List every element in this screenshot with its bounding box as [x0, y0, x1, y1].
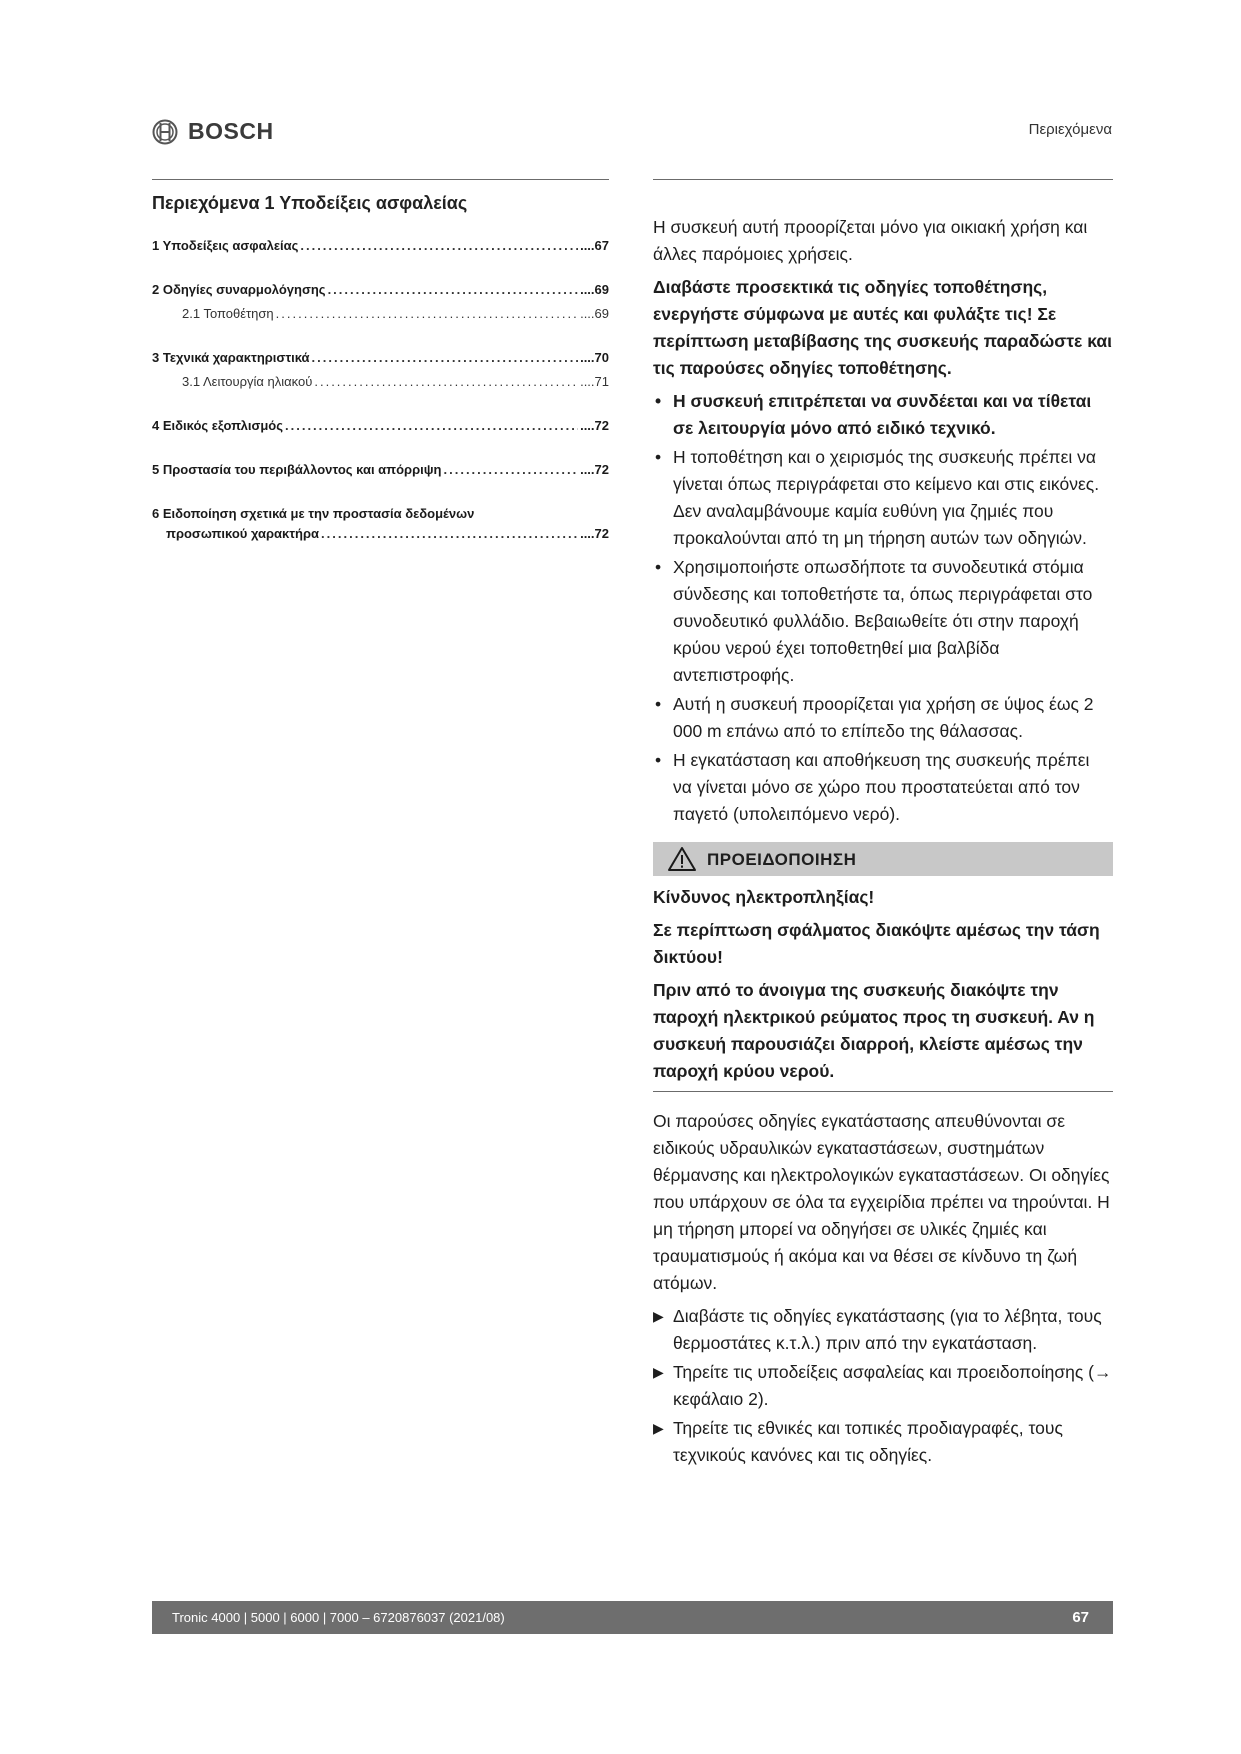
intro-paragraph: Η συσκευή αυτή προορίζεται μόνο για οικιακή χρήση και άλλες παρόμοιες χρήσεις.: [653, 217, 1088, 264]
bullet-item: [653, 554, 1113, 689]
running-header: Περιεχόμενα: [1028, 121, 1112, 138]
toc-title: Περιεχόμενα 1 Υποδείξεις ασφαλείας: [152, 193, 468, 213]
left-top-rule: [152, 179, 609, 180]
bullet-marker: •: [655, 694, 662, 714]
bullet-item: [653, 747, 1113, 828]
toc-entry-page: ....72: [580, 418, 609, 433]
toc-subentry-page: ....69: [580, 306, 609, 321]
toc-entry-label: 3 Τεχνικά χαρακτηριστικά: [152, 350, 310, 365]
toc-subentry[interactable]: [152, 372, 609, 392]
action-item: [653, 1415, 1113, 1469]
bullet-marker: •: [655, 750, 662, 770]
page-number: 67: [1072, 1609, 1089, 1626]
brand-logo: [152, 118, 274, 145]
toc-entry[interactable]: [152, 416, 609, 436]
toc-entry-page: ....67: [580, 238, 609, 253]
toc-entry[interactable]: [152, 504, 609, 544]
toc-entry-label: 1 Υποδείξεις ασφαλείας: [152, 238, 299, 253]
toc-entry-page: ....70: [580, 350, 609, 365]
toc-entry-label: 4 Ειδικός εξοπλισμός: [152, 418, 283, 433]
action-item: [653, 1303, 1113, 1357]
warning-line: Σε περίπτωση σφάλματος διακόψτε αμέσως την τάση δικτύου!: [653, 920, 1100, 967]
action-item: [653, 1359, 1113, 1413]
bullet-marker: •: [655, 391, 662, 411]
page-footer: [152, 1601, 1113, 1634]
bullet-item: [653, 388, 1113, 442]
toc-entry[interactable]: [152, 236, 609, 256]
right-top-rule: [653, 179, 1113, 180]
bullet-text: Αυτή η συσκευή προορίζεται για χρήση σε ύψος έως 2 000 m επάνω από το επίπεδο της θάλασσας.: [673, 694, 1094, 741]
bullet-marker: •: [655, 447, 662, 467]
toc-entry-label-continued: προσωπικού χαρακτήρα: [166, 526, 320, 541]
bullet-item: [653, 691, 1113, 745]
bullet-text: Η εγκατάσταση και αποθήκευση της συσκευής πρέπει να γίνεται μόνο σε χώρο που προστατεύεται από τον παγετό (υπολειπόμενο νερό).: [673, 750, 1090, 824]
toc-entry-label: 5 Προστασία του περιβάλλοντος και απόρριψη: [152, 462, 442, 477]
toc-entry-label: 6 Ειδοποίηση σχετικά με την προστασία δεδομένων: [152, 506, 475, 521]
action-text: Τηρείτε τις εθνικές και τοπικές προδιαγραφές, τους τεχνικούς κανόνες και τις οδηγίες.: [673, 1418, 1063, 1465]
document-info: Tronic 4000 | 5000 | 6000 | 7000 – 6720876037 (2021/08): [172, 1610, 505, 1625]
play-arrow-icon: ▶: [653, 1420, 664, 1436]
play-arrow-icon: ▶: [653, 1364, 664, 1380]
bullet-text: Χρησιμοποιήστε οπωσδήποτε τα συνοδευτικά στόμια σύνδεσης και τοποθετήστε τα, όπως περιγράφεται στο συνοδευτικό φυλλάδιο. Βεβαιωθείτε ότι στην παροχή κρύου νερού έχει τοποθετηθεί μια βαλβίδα αντεπιστροφής.: [673, 557, 1093, 685]
warning-triangle-icon: [667, 846, 697, 872]
toc-entry-page: ....72: [580, 462, 609, 477]
warning-line: Πριν από το άνοιγμα της συσκευής διακόψτε την παροχή ηλεκτρικού ρεύματος προς τη συσκευή. Αν η συσκευή παρουσιάζει διαρροή, κλείστε αμέσως την παροχή κρύου νερού.: [653, 980, 1095, 1081]
warning-heading: Κίνδυνος ηλεκτροπληξίας!: [653, 887, 875, 907]
bullet-item: [653, 444, 1113, 552]
toc-entry-page: ....69: [580, 282, 609, 297]
safety-content: [653, 214, 1113, 1471]
toc-subentry[interactable]: [152, 304, 609, 324]
action-text: Διαβάστε τις οδηγίες εγκατάστασης (για το λέβητα, τους θερμοστάτες κ.τ.λ.) πριν από την εγκατάσταση.: [673, 1306, 1102, 1353]
warning-text: [653, 884, 1113, 1085]
bold-notice: Διαβάστε προσεκτικά τις οδηγίες τοποθέτησης, ενεργήστε σύμφωνα με αυτές και φυλάξτε τις! Σε περίπτωση μεταβίβασης της συσκευής παραδώστε και τις παρούσες οδηγίες τοποθέτησης.: [653, 277, 1113, 378]
toc-entry[interactable]: [152, 460, 609, 480]
bosch-armature-icon: [152, 119, 178, 145]
toc-subentry-label: 2.1 Τοποθέτηση: [182, 306, 274, 321]
table-of-contents: [152, 236, 609, 568]
bullet-text: Η συσκευή επιτρέπεται να συνδέεται και να τίθεται σε λειτουργία μόνο από ειδικό τεχνικό.: [673, 391, 1092, 438]
bullet-text: Η τοποθέτηση και ο χειρισμός της συσκευής πρέπει να γίνεται όπως περιγράφεται στο κείμενο και στις εικόνες. Δεν αναλαμβάνουμε καμία ευθύνη για ζημιές που προκαλούνται από τη μη τήρηση αυτών των οδηγιών.: [673, 447, 1100, 548]
toc-entry[interactable]: [152, 348, 609, 392]
warning-label: ΠΡΟΕΙΔΟΠΟΙΗΣΗ: [707, 849, 857, 869]
warning-banner: [653, 842, 1113, 876]
toc-subentry-page: ....71: [580, 374, 609, 389]
play-arrow-icon: ▶: [653, 1308, 664, 1324]
warning-bottom-rule: [653, 1091, 1113, 1092]
audience-paragraph: Οι παρούσες οδηγίες εγκατάστασης απευθύνονται σε ειδικούς υδραυλικών εγκαταστάσεων, συστημάτων θέρμανσης και ηλεκτρολογικών εγκαταστάσεων. Οι οδηγίες που υπάρχουν σε όλα τα εγχειρίδια πρέπει να τηρούνται. Η μη τήρηση μπορεί να οδηγήσει σε υλικές ζημιές και τραυματισμούς ή ακόμα και να θέσει σε κίνδυνο τη ζωή ατόμων.: [653, 1111, 1110, 1293]
bullet-marker: •: [655, 557, 662, 577]
toc-entry-label: 2 Οδηγίες συναρμολόγησης: [152, 282, 326, 297]
toc-subentry-label: 3.1 Λειτουργία ηλιακού: [182, 374, 313, 389]
brand-name: BOSCH: [188, 118, 274, 144]
action-text: Τηρείτε τις υποδείξεις ασφαλείας και προειδοποίησης (→ κεφάλαιο 2).: [673, 1362, 1112, 1409]
toc-entry-page: ....72: [580, 526, 609, 541]
toc-entry[interactable]: [152, 280, 609, 324]
